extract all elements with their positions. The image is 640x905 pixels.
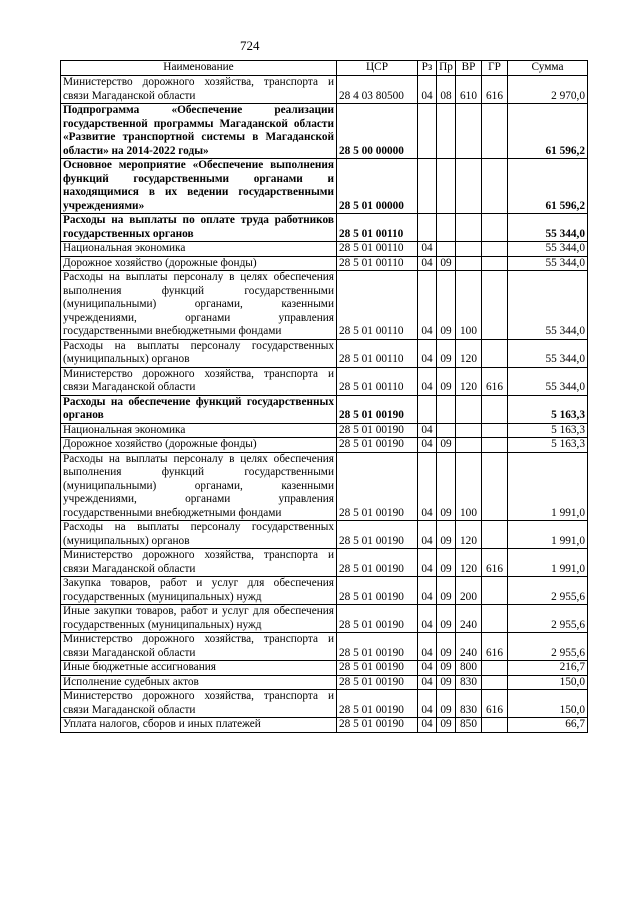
cell-rz: 04 <box>418 242 437 257</box>
cell-sum: 2 955,6 <box>508 577 588 605</box>
cell-vr: 240 <box>456 633 482 661</box>
table-row <box>61 395 588 423</box>
cell-sum: 2 955,6 <box>508 633 588 661</box>
cell-gr <box>482 661 508 676</box>
table-row <box>61 367 588 395</box>
budget-table <box>60 60 588 733</box>
cell-name: Министерство дорожного хозяйства, транспорта и связи Магаданской области <box>61 549 337 577</box>
table-row <box>61 76 588 104</box>
cell-pr <box>437 395 456 423</box>
cell-vr: 120 <box>456 521 482 549</box>
cell-pr: 09 <box>437 605 456 633</box>
table-row <box>61 271 588 340</box>
cell-sum: 55 344,0 <box>508 367 588 395</box>
cell-name: Закупка товаров, работ и услуг для обеспечения государственных (муниципальных) нужд <box>61 577 337 605</box>
cell-name: Министерство дорожного хозяйства, транспорта и связи Магаданской области <box>61 633 337 661</box>
cell-pr: 09 <box>437 718 456 733</box>
cell-rz: 04 <box>418 76 437 104</box>
cell-pr: 09 <box>437 690 456 718</box>
table-row <box>61 104 588 159</box>
cell-pr: 09 <box>437 577 456 605</box>
cell-name: Расходы на выплаты персоналу в целях обеспечения выполнения функций государственными (муниципальными) органами, казенными учреждениями, органами управления государственными внебюджетными фондами <box>61 452 337 521</box>
cell-gr: 616 <box>482 690 508 718</box>
cell-name: Министерство дорожного хозяйства, транспорта и связи Магаданской области <box>61 367 337 395</box>
cell-csr: 28 5 01 00110 <box>337 271 418 340</box>
cell-sum: 1 991,0 <box>508 549 588 577</box>
cell-pr: 09 <box>437 549 456 577</box>
cell-pr: 09 <box>437 367 456 395</box>
cell-vr <box>456 214 482 242</box>
table-row <box>61 521 588 549</box>
cell-vr <box>456 438 482 453</box>
cell-vr <box>456 395 482 423</box>
cell-sum: 1 991,0 <box>508 452 588 521</box>
table-row <box>61 577 588 605</box>
cell-pr: 09 <box>437 675 456 690</box>
cell-gr <box>482 438 508 453</box>
cell-sum: 55 344,0 <box>508 214 588 242</box>
cell-rz <box>418 395 437 423</box>
table-row <box>61 452 588 521</box>
cell-name: Основное мероприятие «Обеспечение выполнения функций государственными органами и находящимися в их ведении государственными учреждениями» <box>61 159 337 214</box>
cell-sum: 5 163,3 <box>508 423 588 438</box>
cell-rz <box>418 214 437 242</box>
cell-pr <box>437 104 456 159</box>
table-row <box>61 675 588 690</box>
table-row <box>61 159 588 214</box>
cell-rz <box>418 159 437 214</box>
header-gr: ГР <box>482 61 508 76</box>
table-row <box>61 214 588 242</box>
cell-rz: 04 <box>418 367 437 395</box>
cell-gr <box>482 423 508 438</box>
cell-pr: 09 <box>437 521 456 549</box>
cell-pr: 09 <box>437 256 456 271</box>
cell-csr: 28 5 01 00190 <box>337 605 418 633</box>
cell-vr: 120 <box>456 367 482 395</box>
cell-gr <box>482 395 508 423</box>
table-row <box>61 633 588 661</box>
cell-name: Дорожное хозяйство (дорожные фонды) <box>61 256 337 271</box>
cell-rz: 04 <box>418 452 437 521</box>
cell-csr: 28 5 01 00190 <box>337 395 418 423</box>
table-row <box>61 605 588 633</box>
cell-name: Подпрограмма «Обеспечение реализации государственной программы Магаданской области «Развитие транспортной системы в Магаданской области» на 2014-2022 годы» <box>61 104 337 159</box>
cell-csr: 28 5 01 00110 <box>337 242 418 257</box>
cell-rz: 04 <box>418 271 437 340</box>
cell-rz: 04 <box>418 339 437 367</box>
cell-name: Министерство дорожного хозяйства, транспорта и связи Магаданской области <box>61 690 337 718</box>
cell-gr <box>482 214 508 242</box>
cell-sum: 2 955,6 <box>508 605 588 633</box>
cell-sum: 55 344,0 <box>508 256 588 271</box>
cell-csr: 28 5 01 00190 <box>337 675 418 690</box>
table-body <box>61 76 588 733</box>
cell-sum: 150,0 <box>508 675 588 690</box>
table-row <box>61 242 588 257</box>
page-number: 724 <box>240 38 260 53</box>
cell-name: Расходы на выплаты по оплате труда работников государственных органов <box>61 214 337 242</box>
header-sum: Сумма <box>508 61 588 76</box>
cell-csr: 28 5 01 00190 <box>337 577 418 605</box>
cell-vr: 100 <box>456 271 482 340</box>
cell-sum: 2 970,0 <box>508 76 588 104</box>
cell-name: Расходы на выплаты персоналу государственных (муниципальных) органов <box>61 339 337 367</box>
cell-name: Исполнение судебных актов <box>61 675 337 690</box>
cell-csr: 28 5 01 00110 <box>337 339 418 367</box>
cell-rz: 04 <box>418 690 437 718</box>
cell-vr: 800 <box>456 661 482 676</box>
cell-vr: 120 <box>456 339 482 367</box>
cell-rz: 04 <box>418 256 437 271</box>
cell-pr: 09 <box>437 452 456 521</box>
cell-gr <box>482 718 508 733</box>
table-row <box>61 256 588 271</box>
cell-name: Дорожное хозяйство (дорожные фонды) <box>61 438 337 453</box>
header-pr: Пр <box>437 61 456 76</box>
cell-name: Уплата налогов, сборов и иных платежей <box>61 718 337 733</box>
table-row <box>61 339 588 367</box>
cell-gr <box>482 675 508 690</box>
cell-name: Расходы на выплаты персоналу государственных (муниципальных) органов <box>61 521 337 549</box>
cell-sum: 5 163,3 <box>508 395 588 423</box>
cell-csr: 28 5 01 00190 <box>337 633 418 661</box>
cell-csr: 28 5 00 00000 <box>337 104 418 159</box>
cell-csr: 28 5 01 00190 <box>337 661 418 676</box>
cell-gr <box>482 159 508 214</box>
cell-gr: 616 <box>482 367 508 395</box>
cell-name: Национальная экономика <box>61 242 337 257</box>
cell-sum: 55 344,0 <box>508 339 588 367</box>
cell-vr <box>456 159 482 214</box>
header-name: Наименование <box>61 61 337 76</box>
cell-rz: 04 <box>418 521 437 549</box>
cell-vr <box>456 256 482 271</box>
cell-vr: 830 <box>456 690 482 718</box>
header-rz: Рз <box>418 61 437 76</box>
cell-name: Расходы на выплаты персоналу в целях обеспечения выполнения функций государственными (муниципальными) органами, казенными учреждениями, органами управления государственными внебюджетными фондами <box>61 271 337 340</box>
cell-csr: 28 5 01 00190 <box>337 423 418 438</box>
cell-vr: 610 <box>456 76 482 104</box>
cell-sum: 216,7 <box>508 661 588 676</box>
cell-gr <box>482 339 508 367</box>
table-row <box>61 718 588 733</box>
cell-vr: 200 <box>456 577 482 605</box>
cell-gr <box>482 256 508 271</box>
cell-vr: 850 <box>456 718 482 733</box>
cell-gr <box>482 271 508 340</box>
cell-rz: 04 <box>418 423 437 438</box>
cell-vr <box>456 242 482 257</box>
cell-csr: 28 5 01 00190 <box>337 438 418 453</box>
table-row <box>61 438 588 453</box>
header-csr: ЦСР <box>337 61 418 76</box>
cell-rz: 04 <box>418 549 437 577</box>
cell-csr: 28 5 01 00190 <box>337 452 418 521</box>
cell-vr <box>456 423 482 438</box>
cell-gr <box>482 104 508 159</box>
cell-pr: 09 <box>437 661 456 676</box>
cell-sum: 150,0 <box>508 690 588 718</box>
cell-csr: 28 4 03 80500 <box>337 76 418 104</box>
cell-csr: 28 5 01 00110 <box>337 367 418 395</box>
cell-pr: 09 <box>437 438 456 453</box>
cell-rz: 04 <box>418 661 437 676</box>
cell-pr: 08 <box>437 76 456 104</box>
table-row <box>61 549 588 577</box>
cell-csr: 28 5 01 00110 <box>337 256 418 271</box>
cell-vr: 830 <box>456 675 482 690</box>
cell-csr: 28 5 01 00190 <box>337 690 418 718</box>
cell-gr: 616 <box>482 76 508 104</box>
cell-sum: 55 344,0 <box>508 271 588 340</box>
cell-sum: 1 991,0 <box>508 521 588 549</box>
cell-rz: 04 <box>418 605 437 633</box>
cell-pr <box>437 242 456 257</box>
cell-pr: 09 <box>437 339 456 367</box>
cell-sum: 61 596,2 <box>508 159 588 214</box>
cell-sum: 61 596,2 <box>508 104 588 159</box>
cell-name: Иные бюджетные ассигнования <box>61 661 337 676</box>
cell-csr: 28 5 01 00190 <box>337 521 418 549</box>
cell-gr <box>482 577 508 605</box>
cell-gr: 616 <box>482 549 508 577</box>
cell-rz: 04 <box>418 577 437 605</box>
cell-rz: 04 <box>418 718 437 733</box>
cell-pr <box>437 423 456 438</box>
cell-name: Национальная экономика <box>61 423 337 438</box>
cell-csr: 28 5 01 00110 <box>337 214 418 242</box>
cell-name: Министерство дорожного хозяйства, транспорта и связи Магаданской области <box>61 76 337 104</box>
cell-pr <box>437 214 456 242</box>
header-vr: ВР <box>456 61 482 76</box>
cell-rz: 04 <box>418 633 437 661</box>
cell-gr <box>482 521 508 549</box>
table-header-row <box>61 61 588 76</box>
cell-vr <box>456 104 482 159</box>
cell-gr <box>482 605 508 633</box>
cell-gr <box>482 242 508 257</box>
cell-vr: 100 <box>456 452 482 521</box>
cell-csr: 28 5 01 00190 <box>337 549 418 577</box>
cell-csr: 28 5 01 00190 <box>337 718 418 733</box>
cell-gr: 616 <box>482 633 508 661</box>
table-row <box>61 661 588 676</box>
cell-vr: 240 <box>456 605 482 633</box>
cell-rz: 04 <box>418 675 437 690</box>
cell-pr: 09 <box>437 633 456 661</box>
table-row <box>61 690 588 718</box>
cell-name: Расходы на обеспечение функций государственных органов <box>61 395 337 423</box>
cell-rz <box>418 104 437 159</box>
cell-sum: 5 163,3 <box>508 438 588 453</box>
cell-pr: 09 <box>437 271 456 340</box>
cell-sum: 55 344,0 <box>508 242 588 257</box>
cell-rz: 04 <box>418 438 437 453</box>
cell-pr <box>437 159 456 214</box>
table-row <box>61 423 588 438</box>
cell-gr <box>482 452 508 521</box>
cell-vr: 120 <box>456 549 482 577</box>
cell-name: Иные закупки товаров, работ и услуг для обеспечения государственных (муниципальных) нужд <box>61 605 337 633</box>
cell-csr: 28 5 01 00000 <box>337 159 418 214</box>
cell-sum: 66,7 <box>508 718 588 733</box>
